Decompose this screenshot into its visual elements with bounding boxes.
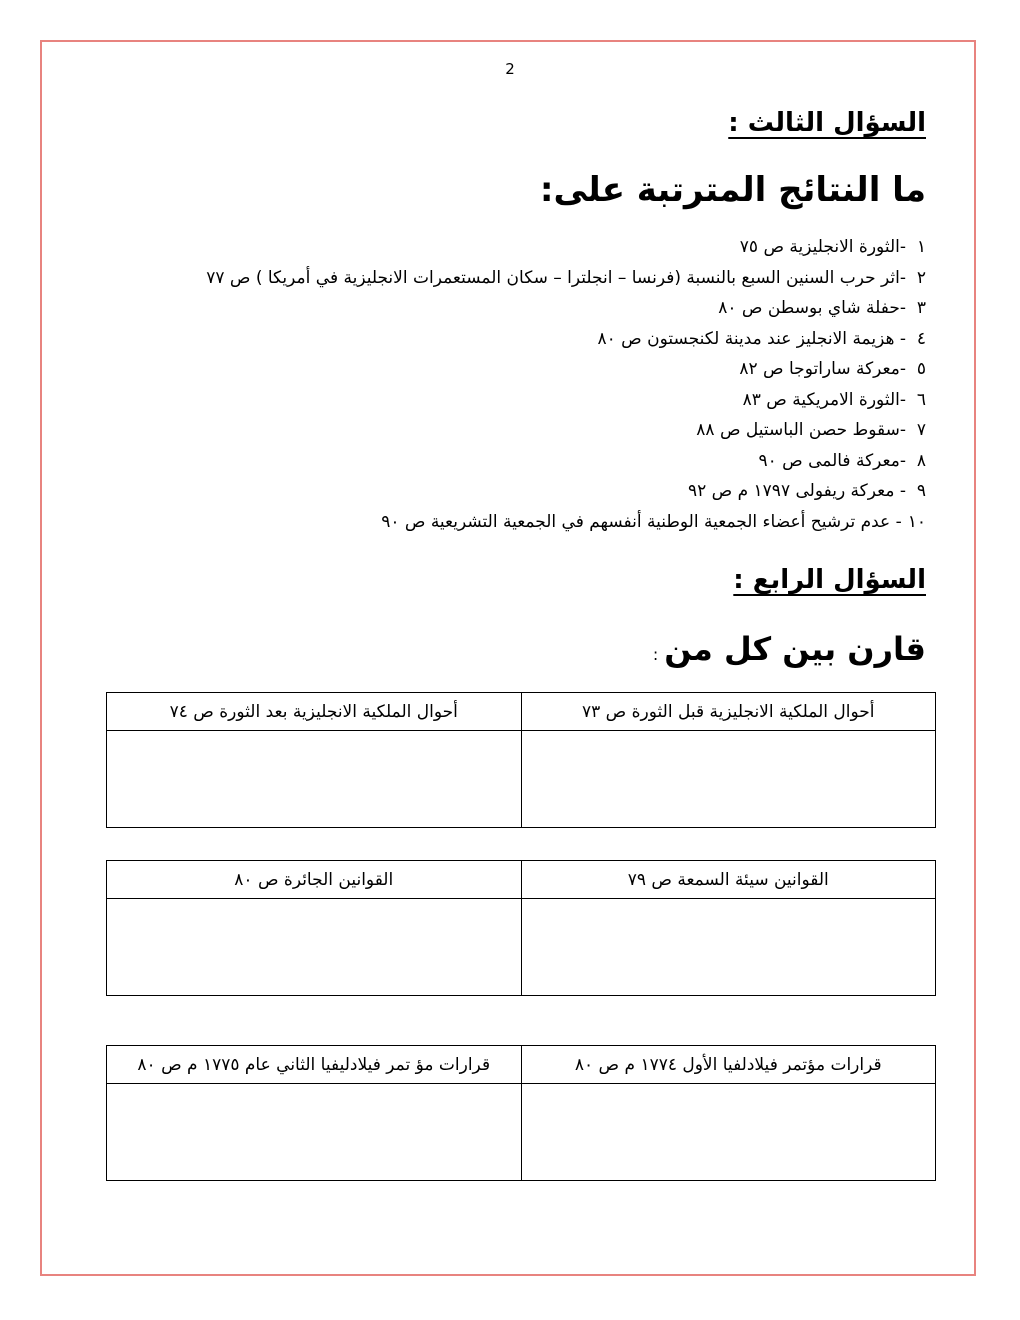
answer-cell-right[interactable] bbox=[521, 1084, 936, 1181]
item-number: ٢ bbox=[916, 267, 926, 288]
item-text: - هزيمة الانجليز عند مدينة لكنجستون ص ٨٠ bbox=[597, 328, 906, 349]
compare-prompt-colon: : bbox=[652, 645, 659, 664]
question-three-title: السؤال الثالث : bbox=[728, 108, 926, 138]
item-text: -حفلة شاي بوسطن ص ٨٠ bbox=[718, 298, 906, 318]
answer-cell-left[interactable] bbox=[107, 731, 522, 828]
answer-cell-left[interactable] bbox=[107, 1084, 522, 1181]
item-number: ٣ bbox=[916, 298, 926, 318]
item-text: - عدم ترشيح أعضاء الجمعية الوطنية أنفسهم في الجمعية التشريعية ص ٩٠ bbox=[381, 511, 902, 532]
list-item bbox=[126, 415, 926, 446]
list-item bbox=[126, 354, 926, 385]
comparison-table-philadelphia bbox=[106, 1045, 936, 1181]
item-text: -سقوط حصن الباستيل ص ٨٨ bbox=[696, 420, 906, 440]
item-number: ٤ bbox=[916, 328, 926, 349]
item-number: ١ bbox=[916, 237, 926, 257]
item-number: ٨ bbox=[916, 450, 926, 471]
page-number: 2 bbox=[505, 60, 515, 78]
list-item bbox=[126, 476, 926, 507]
item-number: ١٠ bbox=[907, 511, 926, 532]
table-header-left: القوانين الجائرة ص ٨٠ bbox=[107, 861, 522, 899]
list-item bbox=[126, 293, 926, 324]
question-four-prompt bbox=[653, 630, 926, 668]
item-text: -اثر حرب السنين السبع بالنسبة (فرنسا – انجلترا – سكان المستعمرات الانجليزية في أمريكا ) ص ٧٧ bbox=[206, 267, 906, 288]
item-text: -الثورة الامريكية ص ٨٣ bbox=[742, 389, 906, 410]
item-text: -معركة فالمى ص ٩٠ bbox=[758, 450, 906, 471]
table-header-left: قرارات مؤ تمر فيلادليفيا الثاني عام ١٧٧٥ م ص ٨٠ bbox=[107, 1046, 522, 1084]
comparison-table-laws bbox=[106, 860, 936, 996]
answer-cell-right[interactable] bbox=[521, 731, 936, 828]
item-number: ٦ bbox=[916, 389, 926, 410]
answer-cell-right[interactable] bbox=[521, 899, 936, 996]
item-text: -الثورة الانجليزية ص ٧٥ bbox=[739, 237, 906, 257]
list-item bbox=[126, 385, 926, 416]
item-number: ٥ bbox=[916, 359, 926, 379]
list-item bbox=[126, 507, 926, 538]
results-list bbox=[126, 232, 926, 537]
table-header-right: أحوال الملكية الانجليزية قبل الثورة ص ٧٣ bbox=[521, 693, 936, 731]
list-item bbox=[126, 263, 926, 294]
question-three-prompt: ما النتائج المترتبة على: bbox=[539, 170, 926, 210]
table-header-right: القوانين سيئة السمعة ص ٧٩ bbox=[521, 861, 936, 899]
answer-cell-left[interactable] bbox=[107, 899, 522, 996]
list-item bbox=[126, 324, 926, 355]
question-four-title: السؤال الرابع : bbox=[733, 565, 926, 595]
list-item bbox=[126, 446, 926, 477]
comparison-table-monarchy bbox=[106, 692, 936, 828]
table-header-left: أحوال الملكية الانجليزية بعد الثورة ص ٧٤ bbox=[107, 693, 522, 731]
item-number: ٩ bbox=[916, 481, 926, 501]
item-text: -معركة ساراتوجا ص ٨٢ bbox=[739, 359, 906, 379]
table-header-right: قرارات مؤتمر فيلادلفيا الأول ١٧٧٤ م ص ٨٠ bbox=[521, 1046, 936, 1084]
compare-prompt-text: قارن بين كل من bbox=[664, 630, 926, 668]
item-number: ٧ bbox=[916, 420, 926, 440]
list-item bbox=[126, 232, 926, 263]
item-text: - معركة ريفولى ١٧٩٧ م ص ٩٢ bbox=[687, 481, 906, 501]
